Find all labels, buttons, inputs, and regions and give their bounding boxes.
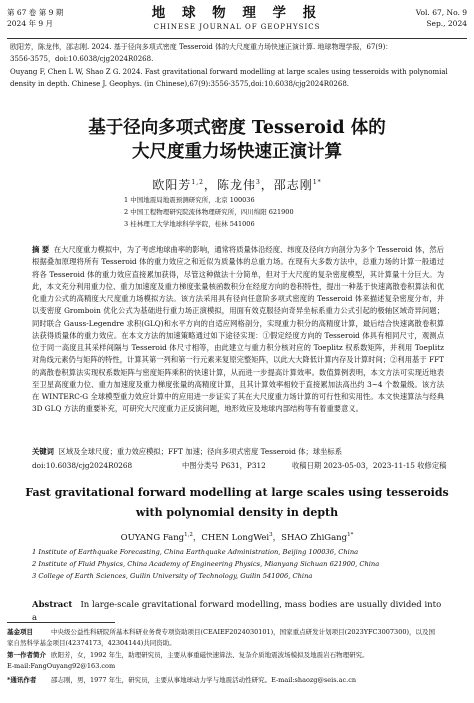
authors-zh [0,176,474,193]
author-sep: ， [272,533,282,543]
journal-name-en: CHINESE JOURNAL OF GEOPHYSICS [153,23,321,31]
footnote-divider [7,622,115,623]
corresponding-text: 邵志刚，男，1977 年生，研究员，主要从事地球动力学与地震活动性研究。E-mail:shaozg@seis.ac.cn [51,676,357,684]
abstract-zh-text: 在大尺度重力模拟中，为了考虑地球曲率的影响，通常将质量体沿经度、纬度及径向方向剖分为多个 Tesseroid 体，然后根据叠加原理将所有 Tesseroid 体的重力效应之和近似为质量体的总重力场。在现有大多数方法中，总重力场的计算一般通过将各 Tesseroid 体的重力效应直接累加获得，尽管这种做法十分简单，但对于大尺度的复杂密度模型，其计算量十分巨大。为此，本文充分利用重力位、重力加速度及重力梯度张量核函数积分在经度方向的卷积特性，提出一种基于快速离散卷积算法和优化重力公式的高精度大尺度重力场模拟方法。该方法采用具有径向任意阶多项式密度的 Tesseroid 体来描述复杂密度分布，并以变密度 Gromboin 优化公式为基础进行重力场正演模拟，用面有效克服径向奇异坐标系重力公式引起的极轴区域奇异问题；同时联合 Gauss-Legendre 求积(GLQ)和水平方向的自适应网格剖分，实现重力积分的高精度计算，最后结合快速离散卷积算法获得质量体的重力效应。在本文方法的加速策略通过如下途径实现：①假定经度方向的 Tesseroid 体具有相同尺寸，观测点位于同一高度且其采样间隔与 Tesseroid 体尺寸相等，由此建立与重力积分核对应的 Toeplitz 权系数矩阵，并利用 Toeplitz 对角线元素仍与矩阵的特性，计算其第一列和第一行元素来复原完整矩阵，以此大大降低计算内存及计算时间；②利用基于 FFT 的离散卷积算法实现权系数矩阵与密度矩阵乘积的快速计算，从而进一步提高计算效率。数值算例表明，本文方法可实现近地表至卫星高度重力位、重力加速度及重力梯度张量的高精度计算，且其计算效率相较于直接累加法高出约 3~4 个数量级。该方法在 WINTERC-G 全球模型重力效应计算中的应用进一步证实了其在大尺度重力场计算的可行性和实用性。本文快速算法与经典 3D GLQ 方法的重要补充，可研究大尺度重力正反演问题，地形效应及地球内部结构等有着重要意义。 [32,245,444,414]
volume-cn: 第 67 卷 第 9 期 [7,8,64,17]
title-en-line2: with polynomial density in depth [135,506,339,519]
author-3-en-sup: 1* [347,532,354,539]
keywords-label: 关键词 [32,447,54,456]
first-author-label: 第一作者简介 [7,651,46,659]
date-en: Sep., 2024 [426,19,467,28]
citation-en-line1: Ouyang F, Chen L W, Shao Z G. 2024. Fast gravitational forward modelling at large scales using tesseroids with polynomial [10,68,448,76]
doi: doi:10.6038/cjg2024R0268 [32,461,133,470]
date-cn: 2024 年 9 月 [7,19,54,28]
article-meta [32,460,447,472]
corresponding-label: *通讯作者 [7,676,37,684]
footnote-funding [7,627,460,639]
authors-en [0,531,474,543]
journal-header [7,4,467,39]
title-en [0,483,474,523]
funding-text: 中央级公益性科研院所基本科研业务费专项资助项目(CEAIEF2024030101)，国家重点研发计划项目(2023YFC3007300)，以及国 [51,628,435,636]
volume-en: Vol. 67, No. 9 [415,8,467,17]
footnote-corresponding [7,675,460,687]
keywords-text: 区域及全球尺度；重力效应模拟；FFT 加速；径向多项式密度 Tesseroid 体；球坐标系 [58,447,342,456]
footnote-first-author [7,650,460,662]
affiliation-en-2: 2 Institute of Fluid Physics, China Academy of Engineering Physics, Mianyang Sichuan 621900, China [32,560,380,568]
received-date: 收稿日期 2023-05-03，2023-11-15 收修定稿 [292,461,447,470]
author-sep: ， [192,533,202,543]
header-right [416,7,467,29]
author-1-en: OUYANG Fang [120,533,185,543]
author-sep: ， [203,178,217,192]
affiliation-en-1: 1 Institute of Earthquake Forecasting, China Earthquake Administration, Beijing 100036, China [32,548,359,556]
title-zh-line1: 基于径向多项式密度 Tesseroid 体的 [88,118,386,138]
affiliation-zh-1: 1 中国地震局地震预测研究所，北京 100036 [124,196,255,204]
citation-cn-line2: 3556-3575，doi:10.6038/cjg2024R0268. [10,55,154,63]
author-3-zh: 邵志刚 [273,178,313,192]
funding-label: 基金项目 [7,628,33,636]
journal-name-cn: 地 球 物 理 学 报 [151,5,323,21]
title-en-line1: Fast gravitational forward modelling at large scales using tesseroids [25,486,449,499]
header-center [7,5,467,32]
keywords-zh [32,446,444,458]
affiliation-en-3: 3 College of Earth Sciences, Guilin University of Technology, Guilin 541006, China [32,572,313,580]
author-1-zh: 欧阳芳 [152,178,192,192]
citation-en-line2: density in depth. Chinese J. Geophys. (in Chinese),67(9):3556-3575,doi:10.6038/cjg2024R0268. [10,80,350,88]
first-author-text: 欧阳芳，女，1992 年生，助理研究员，主要从事重磁快速算法、复杂介质地震波场模拟及地震岩石物理研究。 [51,651,369,659]
author-2-en-sup: 3 [269,532,273,539]
author-2-sup: 3 [255,179,261,186]
citation-cn-line1: 欧阳芳，陈龙伟，邵志刚. 2024. 基于径向多项式密度 Tesseroid 体的大尺度重力场快速正演计算. 地球物理学报，67(9)： [10,43,393,51]
abstract-en-label: Abstract [32,600,73,610]
author-1-en-sup: 1,2 [184,532,193,539]
author-2-en: CHEN LongWei [201,533,270,543]
funding-text-cont: 家自然科学基金项目(42374173，42304144)共同资助。 [7,639,176,647]
author-1-sup: 1,2 [191,179,204,186]
affiliation-zh-2: 2 中国工程物理研究院流体物理研究所，四川绵阳 621900 [124,208,294,216]
affiliation-zh-3: 3 桂林理工大学地球科学学院，桂林 541006 [124,220,255,228]
author-sep: ， [260,178,274,192]
author-3-sup: 1* [312,179,322,186]
abstract-en-text: In large-scale gravitational forward modelling, mass bodies are usually divided into a [32,600,442,623]
first-author-email: E-mail:FangOuyang92@163.com [7,662,116,670]
author-3-en: SHAO ZhiGang [281,533,348,543]
abstract-zh [32,244,444,416]
title-zh-line2: 大尺度重力场快速正演计算 [132,142,342,162]
author-2-zh: 陈龙伟 [216,178,256,192]
clc-number: 中图分类号 P631，P312 [182,461,266,470]
abstract-zh-label: 摘 要 [32,245,50,254]
